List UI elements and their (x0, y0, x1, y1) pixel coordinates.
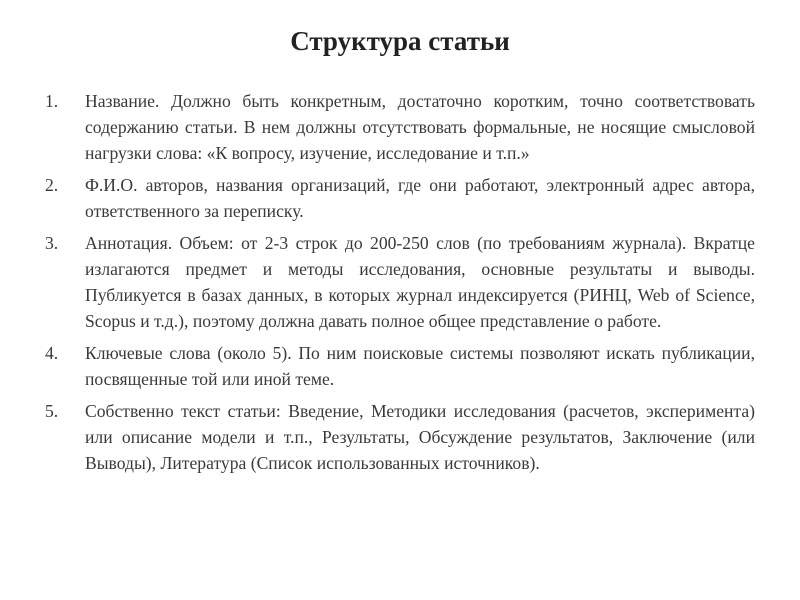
list-item (45, 340, 755, 392)
item-number: 1. (45, 91, 59, 111)
item-text: Название. Должно быть конкретным, достаточно коротким, точно соответствовать содержанию статьи. В нем должны отсутствовать формальные, не носящие смысловой нагрузки слова: «К вопросу, изучение, исследование и т.п.» (85, 91, 755, 163)
list-item (45, 230, 755, 334)
list-item (45, 88, 755, 166)
structure-list (45, 88, 755, 482)
slide-title: Структура статьи (290, 26, 510, 56)
item-text: Ключевые слова (около 5). По ним поисковые системы позволяют искать публикации, посвященные той или иной теме. (85, 343, 755, 389)
item-text: Собственно текст статьи: Введение, Методики исследования (расчетов, эксперимента) или описание модели и т.п., Результаты, Обсуждение результатов, Заключение (или Выводы), Литература (Список использованных источников). (85, 401, 755, 473)
list-item (45, 172, 755, 224)
item-number: 2. (45, 175, 59, 195)
item-number: 3. (45, 233, 59, 253)
item-number: 4. (45, 343, 59, 363)
item-text: Ф.И.О. авторов, названия организаций, где они работают, электронный адрес автора, ответственного за переписку. (85, 175, 755, 221)
item-number: 5. (45, 401, 59, 421)
list-item (45, 398, 755, 476)
item-text: Аннотация. Объем: от 2-3 строк до 200-250 слов (по требованиям журнала). Вкратце излагаются предмет и методы исследования, основные результаты и выводы. Публикуется в базах данных, в которых журнал индексируется (РИНЦ, Web of Science, Scopus и т.д.), поэтому должна давать полное общее представление о работе. (85, 233, 755, 331)
